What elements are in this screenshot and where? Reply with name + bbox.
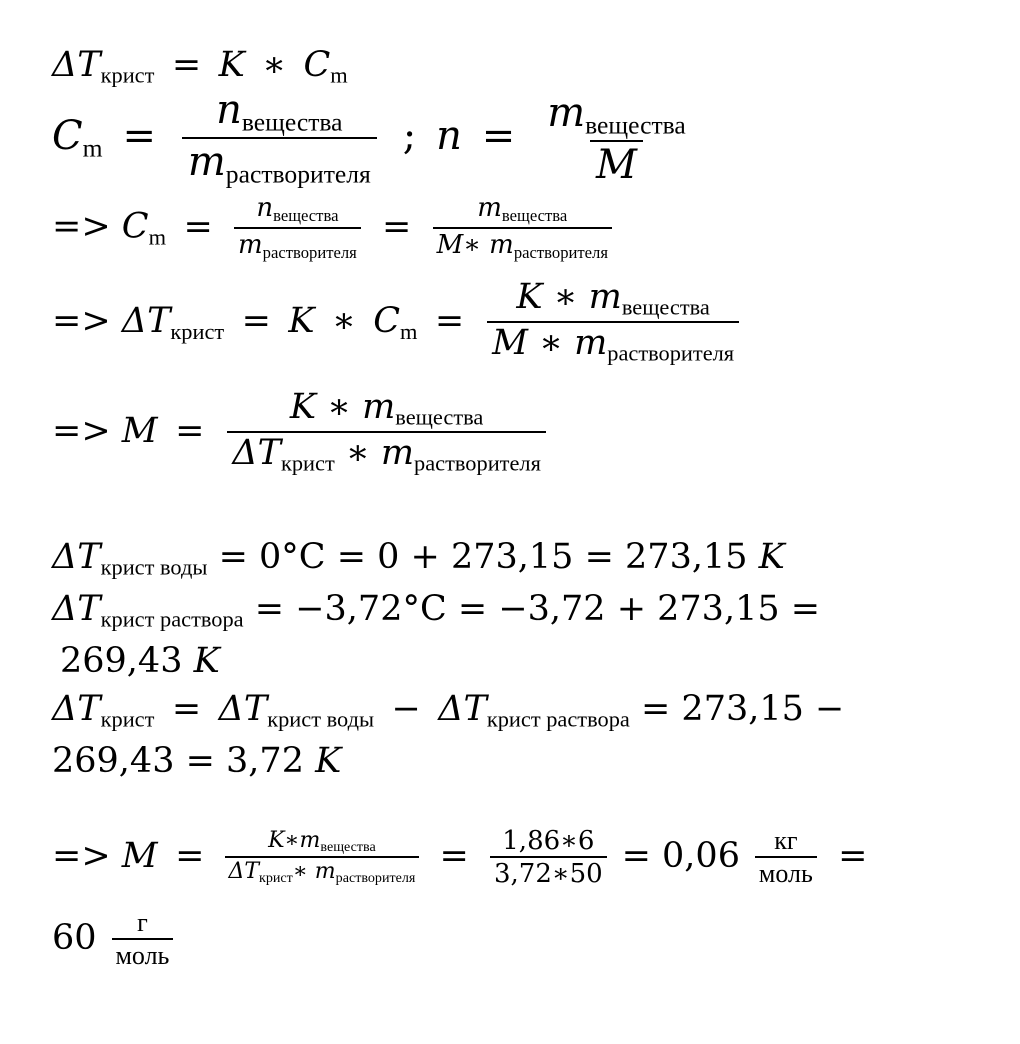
fraction-molar-mass-small: $\frac{K∗m_{вещества}}{\Delta T_{крист}∗ m_{растворителя}}$ (225, 830, 419, 886)
fraction-n-over-m-small: $\frac{n_{вещества}}{m_{растворителя}}$ (234, 195, 361, 261)
fraction-m-over-M: $\frac{m_{вещества}}{M}$ (547, 89, 686, 188)
equation-final-answer: 60 $\frac{г}{\text{моль}}$ (52, 910, 177, 969)
equation-molality-substitution: => $C_m$ = $\frac{n_{вещества}}{m_{растворителя}}$ = $\frac{m_{вещества}}{M∗ m_{растворителя}}$ (52, 195, 616, 261)
equation-cryoscopic-law: $\Delta T_{крист} = K$ ∗ $C_m$ (52, 45, 348, 88)
fraction-k-m-over-M-m: $\frac{K ∗ m_{вещества}}{M ∗ m_{растворителя}}$ (487, 280, 739, 365)
fraction-n-over-m: $\frac{n_{вещества}}{m_{растворителя}}$ (182, 90, 377, 188)
delta-t: ΔT (52, 45, 101, 85)
equation-solution-freezing-point: $\Delta T_{крист раствора} = -3,72^\circ C = -3,72 + 273,15$ = (52, 589, 821, 632)
equation-molar-mass-calculation: => M = $\frac{K∗m_{вещества}}{\Delta T_{крист}∗ m_{растворителя}}$ = $\frac{1,86∗6}{3,72∗50}$ = 0,06 $\frac{кг}{\text{моль}}$ = (52, 826, 868, 889)
fraction-numeric: $\frac{1,86∗6}{3,72∗50}$ (490, 828, 606, 887)
equation-molar-mass-formula: => M = $\frac{K ∗ m_{вещества}}{\Delta T_{крист} ∗ m_{растворителя}}$ (52, 390, 551, 475)
fraction-m-over-M-m: $\frac{m_{вещества}}{M∗ m_{растворителя}}$ (433, 195, 612, 261)
fraction-molar-mass: $\frac{K ∗ m_{вещества}}{\Delta T_{крист} ∗ m_{растворителя}}$ (227, 390, 546, 475)
equation-delta-t-difference: $\Delta T_{крист} = \Delta T_{крист воды} - \Delta T_{крист раствора} = 273,15$ − (52, 689, 845, 732)
subscript-krist: крист (100, 62, 155, 88)
equation-delta-t-result: 269,43 = 3,72 K (52, 741, 342, 781)
equation-water-freezing-point: $\Delta T_{крист воды} = 0^\circ C = 0 + 273,15 = 273,15$ K (52, 537, 785, 580)
equation-molality-definition: $C_m$ = $\frac{n_{вещества}}{m_{растворителя}}$ ; n = $\frac{m_{вещества}}{M}$ (52, 90, 698, 188)
equation-solution-freezing-point-result: 269,43 K (60, 641, 220, 681)
unit-kg-per-mol: $\frac{кг}{\text{моль}}$ (755, 828, 817, 887)
equation-delta-t-expanded: => $\Delta T_{крист} = K$ ∗ $C_m$ = $\frac{K ∗ m_{вещества}}{M ∗ m_{растворителя}}$ (52, 280, 745, 365)
unit-g-per-mol: $\frac{г}{\text{моль}}$ (112, 910, 174, 969)
